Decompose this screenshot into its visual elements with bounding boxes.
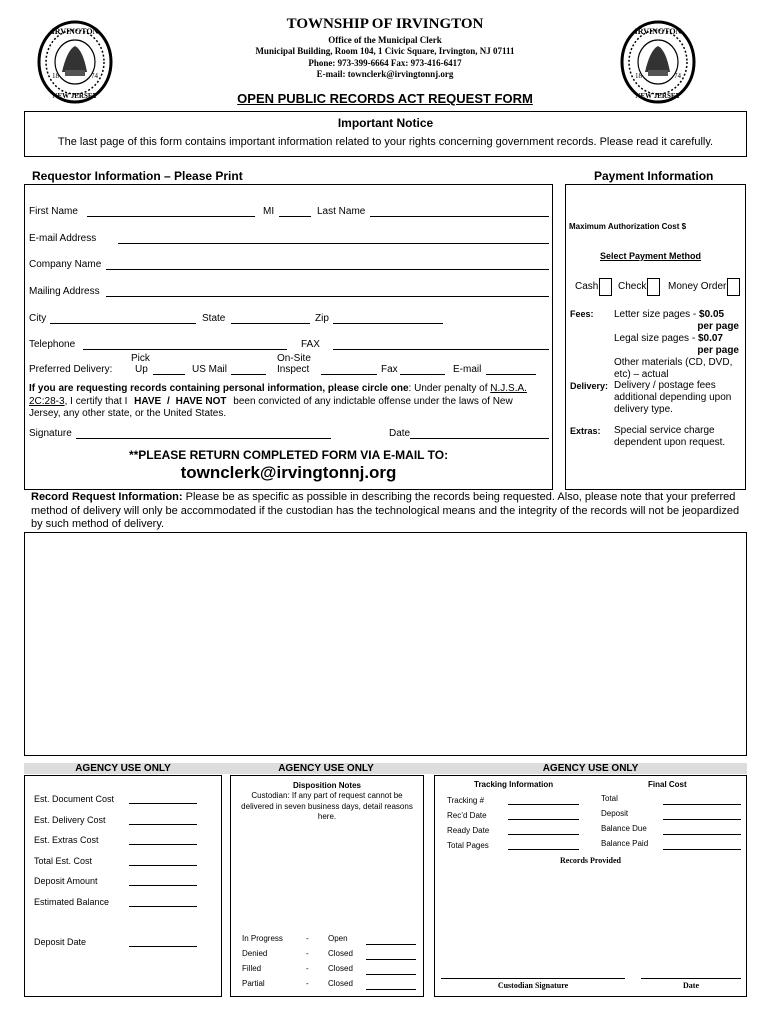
custodian-date-label: Date: [683, 981, 699, 990]
other-materials-line2: etc) – actual: [614, 369, 669, 380]
have-option[interactable]: HAVE: [134, 395, 162, 407]
township-seal-left: [37, 20, 113, 104]
have-not-option[interactable]: HAVE NOT: [175, 395, 227, 407]
agency-cost-box: [24, 775, 222, 997]
state-label: State: [202, 313, 226, 324]
final-deposit-field[interactable]: [663, 819, 741, 820]
select-payment-label: Select Payment Method: [600, 251, 702, 261]
cert-part-4: Jersey, any other state, or the United States.: [29, 408, 227, 419]
status-denied: Denied: [242, 949, 268, 958]
legal-size-label: Legal size pages -: [614, 333, 698, 344]
last-name-field[interactable]: [370, 216, 549, 217]
final-total-field[interactable]: [663, 804, 741, 805]
township-seal-right: [620, 20, 696, 104]
deposit-amount-field[interactable]: [129, 885, 197, 886]
status-open-field[interactable]: [366, 944, 416, 945]
records-provided-label: Records Provided: [560, 856, 621, 865]
fees-details: [614, 309, 739, 381]
total-pages-field[interactable]: [508, 849, 579, 850]
delivery-fax-field[interactable]: [400, 374, 445, 375]
money-order-label: Money Order: [668, 281, 727, 292]
delivery-up-label: Up: [135, 364, 148, 375]
max-cost-label: Maximum Authorization Cost $: [569, 222, 687, 231]
office-email: E-mail: townclerk@irvingtonnj.org: [316, 69, 454, 79]
status-in-progress: In Progress: [242, 934, 283, 943]
seal-year-right: 74: [91, 72, 98, 80]
city-field[interactable]: [50, 323, 196, 324]
mailing-label: Mailing Address: [29, 286, 100, 297]
requestor-box: [24, 184, 553, 490]
recd-date-field[interactable]: [508, 819, 579, 820]
status-closed-denied: Closed: [328, 949, 353, 958]
status-open: Open: [328, 934, 348, 943]
extras-line2: dependent upon request.: [614, 437, 726, 448]
status-closed-filled: Closed: [328, 964, 353, 973]
record-request-instructions: [31, 491, 746, 532]
balance-paid-label: Balance Paid: [601, 839, 649, 848]
delivery-email-label: E-mail: [453, 364, 482, 375]
cert-bold: If you are requesting records containing personal information, please circle one: [29, 383, 409, 394]
ready-date-field[interactable]: [508, 834, 579, 835]
delivery-usmail-field[interactable]: [231, 374, 266, 375]
legal-per-page: per page: [697, 345, 739, 356]
fees-label: Fees:: [570, 309, 594, 319]
agency-heading-1: AGENCY USE ONLY: [75, 763, 171, 774]
notice-body: The last page of this form contains important information related to your rights concerning government records. Please read it carefully.: [57, 136, 714, 148]
signature-field[interactable]: [76, 438, 331, 439]
record-request-textarea[interactable]: [24, 532, 747, 756]
delivery-fax-label: Fax: [381, 364, 398, 375]
cert-part-3: been convicted of any indictable offense under the laws of New: [233, 395, 513, 407]
mi-field[interactable]: [279, 216, 311, 217]
tracking-heading: Tracking Information: [474, 780, 554, 789]
zip-label: Zip: [315, 313, 329, 324]
township-title: TOWNSHIP OF IRVINGTON: [286, 16, 484, 32]
estimated-balance-field[interactable]: [129, 906, 197, 907]
custodian-date-field[interactable]: [641, 978, 741, 979]
mi-label: MI: [263, 206, 275, 217]
status-partial: Partial: [242, 979, 265, 988]
cash-label: Cash: [575, 281, 599, 292]
seal-top-text: IRVINGTON: [634, 27, 682, 36]
telephone-field[interactable]: [83, 349, 287, 350]
status-dash-1: -: [306, 934, 309, 943]
cash-checkbox[interactable]: [599, 278, 612, 296]
city-label: City: [29, 313, 47, 324]
status-dash-4: -: [306, 979, 309, 988]
legal-size-price: $0.07: [697, 333, 723, 344]
preferred-delivery-label: Preferred Delivery:: [29, 364, 113, 375]
record-request-heading: Record Request Information:: [31, 491, 183, 503]
ready-date-label: Ready Date: [447, 826, 490, 835]
status-dash-2: -: [306, 949, 309, 958]
cert-part-1: : Under penalty of: [408, 383, 491, 394]
have-separator: /: [167, 395, 170, 407]
pick-label: Pick: [131, 353, 150, 364]
money-order-checkbox[interactable]: [727, 278, 740, 296]
seal-bottom-text: NEW JERSEY: [52, 92, 98, 100]
delivery-fee-line3: delivery type.: [614, 404, 673, 415]
letter-size-price: $0.05: [699, 309, 725, 320]
custodian-signature-label: Custodian Signature: [497, 981, 569, 990]
delivery-inspect-label: Inspect: [277, 364, 310, 375]
cert-statute: 2C:28-3: [29, 395, 65, 407]
letter-per-page: per page: [697, 321, 739, 332]
final-cost-heading: Final Cost: [648, 780, 687, 789]
seal-bottom-text: NEW JERSEY: [635, 92, 681, 100]
total-pages-label: Total Pages: [447, 841, 489, 850]
date-label: Date: [389, 428, 411, 439]
balance-due-field[interactable]: [663, 834, 741, 835]
status-closed-partial: Closed: [328, 979, 353, 988]
delivery-fee-line2: additional depending upon: [614, 392, 732, 403]
state-field[interactable]: [231, 323, 310, 324]
status-partial-field[interactable]: [366, 989, 416, 990]
office-phone: Phone: 973-399-6664 Fax: 973-416-6417: [308, 58, 462, 68]
deposit-date-label: Deposit Date: [34, 937, 87, 947]
first-name-field[interactable]: [87, 216, 255, 217]
seal-top-text: IRVINGTON: [51, 27, 99, 36]
tracking-number-label: Tracking #: [447, 796, 485, 805]
custodian-signature-field[interactable]: [441, 978, 625, 979]
disposition-heading: Disposition Notes: [292, 781, 361, 790]
onsite-label: On-Site: [277, 353, 311, 364]
estimated-balance-label: Estimated Balance: [34, 897, 110, 907]
check-label: Check: [618, 281, 647, 292]
zip-field[interactable]: [333, 323, 443, 324]
return-instructions: **PLEASE RETURN COMPLETED FORM VIA E-MAIL TO:: [128, 448, 449, 462]
status-denied-field[interactable]: [366, 959, 416, 960]
first-name-label: First Name: [29, 206, 78, 217]
mailing-field[interactable]: [106, 296, 549, 297]
est-extras-cost-field[interactable]: [129, 844, 197, 845]
delivery-usmail-label: US Mail: [192, 364, 228, 375]
balance-paid-field[interactable]: [663, 849, 741, 850]
recd-date-label: Rec’d Date: [447, 811, 487, 820]
delivery-email-field[interactable]: [486, 374, 536, 375]
tracking-number-field[interactable]: [508, 804, 579, 805]
email-field[interactable]: [118, 243, 549, 244]
return-email: townclerk@irvingtonnj.org: [180, 463, 397, 482]
est-document-cost-label: Est. Document Cost: [34, 794, 115, 804]
delivery-fee-details: [614, 380, 744, 416]
signature-label: Signature: [29, 428, 72, 439]
certification-text: [29, 383, 549, 421]
deposit-amount-label: Deposit Amount: [34, 876, 98, 886]
cert-njsa: N.J.S.A.: [490, 383, 527, 394]
important-notice-box: [24, 111, 747, 157]
agency-heading-2: AGENCY USE ONLY: [278, 763, 374, 774]
letter-size-label: Letter size pages -: [614, 309, 700, 320]
status-dash-3: -: [306, 964, 309, 973]
check-checkbox[interactable]: [647, 278, 660, 296]
total-est-cost-label: Total Est. Cost: [34, 856, 93, 866]
delivery-inspect-field[interactable]: [321, 374, 377, 375]
telephone-label: Telephone: [29, 339, 76, 350]
delivery-fee-line1: Delivery / postage fees: [614, 380, 716, 391]
delivery-pickup-field[interactable]: [153, 374, 185, 375]
disposition-text: Custodian: If any part of request cannot be delivered in seven business days, detail reasons here.: [241, 791, 413, 821]
balance-due-label: Balance Due: [601, 824, 647, 833]
est-delivery-cost-label: Est. Delivery Cost: [34, 815, 106, 825]
office-name: Office of the Municipal Clerk: [328, 35, 442, 45]
agency-heading-3: AGENCY USE ONLY: [542, 763, 639, 774]
record-request-text: Please be as specific as possible in describing the records being requested. Also, please note that your preferred method of delivery will only be accommodated if the custodian has the technological means and the integrity of the records will not be jeopardized by such method of delivery.: [31, 491, 740, 530]
seal-year-left: 18: [52, 72, 59, 80]
requestor-heading: Requestor Information – Please Print: [32, 169, 243, 183]
status-filled: Filled: [242, 964, 262, 973]
extras-line1: Special service charge: [614, 425, 715, 436]
tracking-box: [434, 775, 747, 997]
est-document-cost-field[interactable]: [129, 803, 197, 804]
notice-heading: Important Notice: [337, 116, 434, 130]
last-name-label: Last Name: [317, 206, 366, 217]
other-materials-line1: Other materials (CD, DVD,: [614, 357, 733, 368]
delivery-fee-label: Delivery:: [570, 381, 609, 391]
seal-year-left: 18: [635, 72, 642, 80]
company-field[interactable]: [106, 269, 549, 270]
total-est-cost-field[interactable]: [129, 865, 197, 866]
est-delivery-cost-field[interactable]: [129, 824, 197, 825]
deposit-date-field[interactable]: [129, 946, 197, 947]
company-label: Company Name: [29, 259, 102, 270]
fax-field[interactable]: [333, 349, 549, 350]
final-deposit-label: Deposit: [601, 809, 629, 818]
fax-label: FAX: [301, 339, 320, 350]
seal-year-right: 74: [674, 72, 681, 80]
cert-part-2: , I certify that I: [64, 395, 128, 407]
office-address: Municipal Building, Room 104, 1 Civic Square, Irvington, NJ 07111: [255, 46, 515, 56]
status-filled-field[interactable]: [366, 974, 416, 975]
date-field[interactable]: [410, 438, 549, 439]
payment-heading: Payment Information: [594, 169, 714, 183]
est-extras-cost-label: Est. Extras Cost: [34, 835, 99, 845]
final-total-label: Total: [601, 794, 618, 803]
extras-label: Extras:: [570, 426, 601, 436]
email-label: E-mail Address: [29, 233, 97, 244]
form-title: OPEN PUBLIC RECORDS ACT REQUEST FORM: [237, 91, 533, 106]
extras-details: [614, 425, 744, 449]
